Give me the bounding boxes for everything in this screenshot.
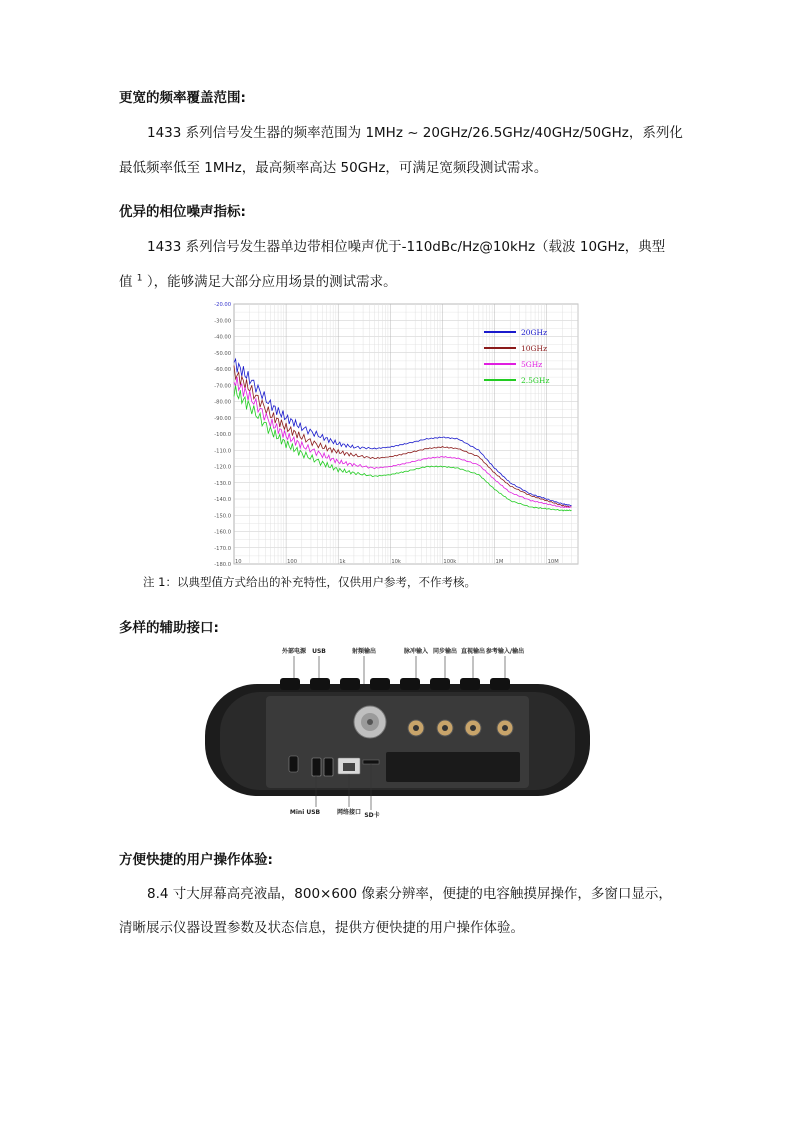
y-tick-label: -30.00 bbox=[214, 318, 231, 325]
y-tick-label: -140.0 bbox=[214, 497, 231, 503]
device-illustration bbox=[200, 642, 595, 820]
y-tick-label: -130.0 bbox=[214, 480, 231, 487]
y-tick-label: -40.00 bbox=[214, 334, 231, 341]
x-tick-label: 1k bbox=[339, 559, 346, 565]
y-tick-label: -160.0 bbox=[214, 529, 231, 536]
y-tick-label: -150.0 bbox=[214, 513, 231, 520]
x-tick-label: 10 bbox=[235, 559, 242, 565]
frequency-paragraph-line2: 最低频率低至 1MHz，最高频率高达 50GHz，可满足宽频段测试需求。 bbox=[119, 160, 548, 176]
frequency-paragraph-line1: 1433 系列信号发生器的频率范围为 1MHz ~ 20GHz/26.5GHz/40GHz/50GHz，系列化 bbox=[147, 125, 683, 141]
x-tick-label: 10M bbox=[547, 559, 559, 565]
footnote-marker: 1 bbox=[136, 273, 143, 284]
label-pulse-in: 脉冲输入 bbox=[403, 648, 429, 655]
phase-noise-paragraph-line2 bbox=[119, 270, 397, 290]
device-rear-panel-image bbox=[200, 642, 595, 820]
footnote-text: 注 1：以典型值方式给出的补充特性，仅供用户参考，不作考核。 bbox=[143, 575, 476, 589]
legend-label: 2.5GHz bbox=[521, 376, 550, 385]
section-heading-frequency: 更宽的频率覆盖范围: bbox=[119, 90, 246, 106]
y-tick-label: -90.00 bbox=[214, 415, 231, 422]
x-tick-label: 100k bbox=[443, 559, 457, 565]
y-tick-label: -180.0 bbox=[214, 562, 231, 568]
label-ext-power: 外部电源 bbox=[281, 648, 307, 655]
y-tick-label: -100.0 bbox=[214, 432, 231, 438]
section-heading-ports: 多样的辅助接口: bbox=[119, 620, 219, 636]
legend-label: 10GHz bbox=[521, 344, 548, 353]
y-tick-label: -50.00 bbox=[214, 350, 231, 357]
ui-paragraph-line1: 8.4 寸大屏幕高亮液晶，800×600 像素分辨率，便捷的电容触摸屏操作，多窗口显示， bbox=[147, 886, 672, 902]
legend-label: 5GHz bbox=[521, 360, 543, 369]
legend-label: 20GHz bbox=[521, 328, 548, 337]
phase-noise-chart bbox=[206, 298, 582, 568]
label-video-out: 直视输出 bbox=[460, 648, 486, 655]
label-mini-usb: Mini USB bbox=[289, 809, 321, 816]
usb-port bbox=[324, 758, 333, 776]
ext-power-port bbox=[289, 756, 298, 772]
x-tick-label: 10k bbox=[391, 559, 401, 565]
section-heading-ui: 方便快捷的用户操作体验: bbox=[119, 852, 273, 868]
y-tick-label: -110.0 bbox=[214, 448, 231, 455]
x-tick-label: 100 bbox=[287, 559, 298, 565]
label-rf-out: 射频输出 bbox=[351, 648, 377, 655]
label-usb: USB bbox=[312, 648, 326, 655]
y-tick-label: -170.0 bbox=[214, 545, 231, 552]
y-tick-label: -80.00 bbox=[214, 399, 231, 406]
panel-cover bbox=[386, 752, 520, 782]
section-heading-phase-noise: 优异的相位噪声指标: bbox=[119, 204, 246, 220]
label-lan: 网络接口 bbox=[336, 809, 362, 816]
mini-usb-port bbox=[312, 758, 321, 776]
phase-noise-line2-suffix: ），能够满足大部分应用场景的测试需求。 bbox=[146, 274, 397, 290]
ui-paragraph-line2: 清晰展示仪器设置参数及状态信息，提供方便快捷的用户操作体验。 bbox=[119, 920, 524, 936]
y-tick-label: -120.0 bbox=[214, 464, 231, 471]
label-sd: SD卡 bbox=[364, 812, 380, 819]
label-sync-out: 同步输出 bbox=[432, 648, 458, 655]
chart-background bbox=[206, 298, 582, 568]
phase-noise-paragraph-line1: 1433 系列信号发生器单边带相位噪声优于-110dBc/Hz@10kHz（载波 10GHz，典型 bbox=[147, 239, 666, 255]
y-tick-label: -20.00 bbox=[214, 302, 231, 308]
sd-card-slot bbox=[363, 760, 379, 764]
y-tick-label: -60.00 bbox=[214, 367, 231, 373]
y-tick-label: -70.00 bbox=[214, 383, 231, 390]
label-ref-io: 参考输入/输出 bbox=[485, 648, 525, 655]
x-tick-label: 1M bbox=[495, 559, 504, 565]
phase-noise-chart-svg bbox=[206, 298, 582, 568]
phase-noise-line2-prefix: 值 bbox=[119, 274, 133, 290]
